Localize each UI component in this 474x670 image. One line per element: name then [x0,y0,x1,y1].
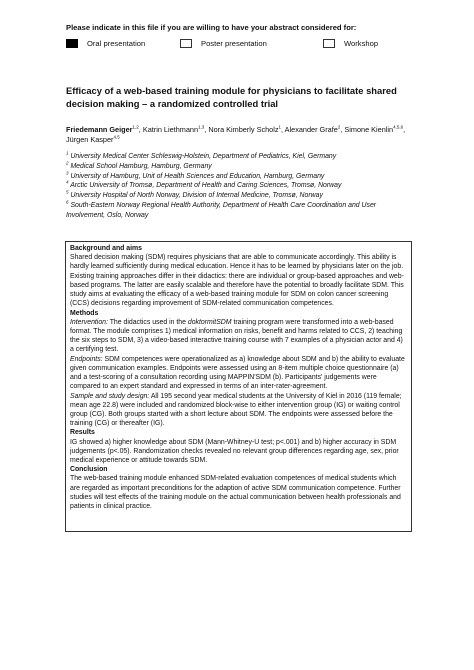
option-oral[interactable] [66,39,145,48]
author-affil: 4,5,6 [393,124,404,130]
affiliation-number: 1 [66,150,69,156]
affiliation-text: Arctic University of Tromsø, Department of Health and Caring Sciences, Tromsø, Norway [70,182,342,190]
program-name: doktormitSDM [187,318,232,326]
affiliation-text: University Hospital of North Norway, Division of Internal Medicine, Tromsø, Norway [70,192,323,200]
endpoints-text: SDM competences were operationalized as a) knowledge about SDM and b) the ability to evaluate given communication examples. Endpoints were assessed using an 8-item multiple choice questionnaire (a) and a test-scoring of a consultation recording using MAPPIN'SDM (b). Participants' judgements were compared to an expert standard and expressed in terms of an inter-rater-agreement. [70,355,405,391]
background-text: Shared decision making (SDM) requires physicians that are able to communicate accordingly. This ability is hardly learned sufficiently during medical education. Hence it has to be learned by physicians later on the job. Existing training approaches differ in their didactics: there are individual or group-based approaches and web-based programs. The latter are easily scalable and therefore have the potential to broadly facilitate SDM. This study aims at evaluating the efficacy of a web-based training module for SDM on colon cancer screening (CCS) decisions regarding improvement of SDM-related communication competences. [70,254,404,308]
affiliation-list [66,152,411,221]
endpoints-paragraph [70,355,407,392]
submission-prompt: Please indicate in this file if you are willing to have your abstract considered for: [66,23,357,32]
affiliation-item [66,191,411,201]
affiliation-text: University Medical Center Schleswig-Holstein, Department of Pediatrics, Kiel, Germany [70,153,337,160]
workshop-label: Workshop [344,39,379,48]
conclusion-text: The web-based training module enhanced SDM-related evaluation competences of medical students which are regarded as important preconditions for the adaption of active SDM communication competence. Further studies will test effects of the training module on the actual communication between health professionals and patients in clinical practice. [70,475,401,511]
results-heading: Results [70,429,95,437]
option-poster[interactable] [180,39,267,48]
affiliation-item [66,172,411,182]
poster-label: Poster presentation [201,39,267,48]
author-name: Alexander Grafe [284,125,338,134]
option-workshop[interactable] [323,39,378,48]
author-affil: 4,5 [113,134,120,140]
intervention-text-post: training program were transformed into a web-based format. The module comprises 1) medical information on risks, benefit and harms related to CCS, 2) teaching the six steps to SDM, 3) a video-based interactive training course with 7 examples of a physician actor and 4) a certifying test. [70,318,403,354]
affiliation-item [66,152,411,162]
sample-text: All 195 second year medical students at the University of Kiel in 2016 (119 female; mean age 22.8) were included and randomized block-wise to either intervention group (IG) or waiting control group (CG). Both groups started with a short lecture about SDM. The endpoints were assessed before the training (CG) or thereafter (IG). [70,392,402,428]
intervention-text-pre: The didactics used in the [107,318,188,326]
author-affil: 1 [278,124,282,130]
affiliation-item [66,201,411,221]
oral-checkbox[interactable] [66,39,78,48]
author-list: Friedemann Geiger$^{1,2}$, Katrin Liethmann$^{1,3}$, Nora Kimberly Scholz$^1$, Alexander Grafe$^2$, Simone Kienlin$^{4,5,6}$, Jürgen Kasper$^{4,5}$ [66,124,406,144]
affiliation-text: University of Hamburg, Unit of Health Sciences and Education, Hamburg, Germany [70,172,325,180]
presentation-options [66,39,416,51]
author-name: Friedemann Geiger [66,125,133,134]
conclusion-heading: Conclusion [70,466,108,474]
endpoints-label: Endpoints: [70,355,103,363]
methods-heading: Methods [70,309,99,317]
sample-label: Sample and study design: [70,392,150,400]
author-affil: 1,3 [198,124,205,130]
workshop-checkbox[interactable] [323,39,335,48]
affiliation-number: 6 [66,199,69,205]
author-name: Katrin Liethmann [142,125,199,134]
author-affil: 2 [337,124,341,130]
affiliation-number: 3 [66,170,69,176]
sample-paragraph [70,392,407,429]
affiliation-text: Medical School Hamburg, Hamburg, Germany [70,162,212,170]
intervention-label: Intervention: [70,318,108,326]
affiliation-item [66,181,411,191]
oral-label: Oral presentation [87,39,146,48]
author-affil: 1,2 [132,124,139,130]
author-name: Simone Kienlin [344,125,394,134]
affiliation-number: 4 [66,180,69,186]
background-heading: Background and aims [70,245,142,252]
affiliation-text: South-Eastern Norway Regional Health Authority, Department of Health Care Coordination and User Involvement, Oslo, Norway [66,201,377,219]
author-name: Nora Kimberly Scholz [208,125,279,134]
author-name: Jürgen Kasper [66,135,114,144]
abstract-title: Efficacy of a web-based training module for physicians to facilitate shared decision making – a randomized controlled trial [66,85,397,109]
abstract-box [65,241,412,532]
poster-checkbox[interactable] [180,39,192,48]
intervention-paragraph [70,318,407,355]
affiliation-number: 5 [66,189,69,195]
affiliation-item [66,162,411,172]
affiliation-number: 2 [66,160,69,166]
results-text: IG showed a) higher knowledge about SDM (Mann-Whitney-U test; p<.001) and b) higher accuracy in SDM judgements (p<.05). Randomization checks revealed no relevant group differences regarding age, sex, prior medical experience or attitude towards SDM. [70,438,399,465]
